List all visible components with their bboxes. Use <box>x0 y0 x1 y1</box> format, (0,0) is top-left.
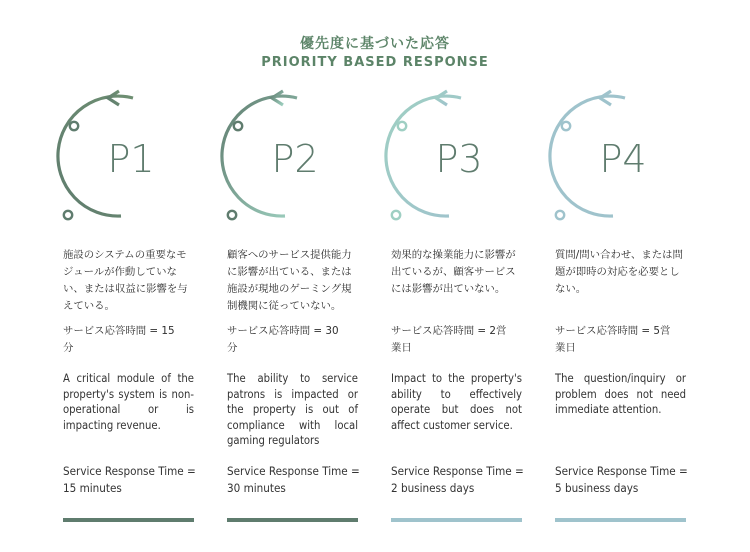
description-english: The ability to service patrons is impacted or the property is out of compliance with local gaming regulators <box>227 372 358 447</box>
priority-label: P4 <box>599 137 647 181</box>
priority-bar <box>555 518 686 522</box>
description-japanese: 施設のシステムの重要なモジュールが作動していない、または収益に影響を与えている。 <box>63 249 188 312</box>
cycle-arrow-icon <box>555 90 695 225</box>
description-english: Impact to the property's ability to effectively operate but does not affect customer service. <box>391 372 522 432</box>
description-english: The question/inquiry or problem does not need immediate attention. <box>555 372 686 416</box>
response-time-english: Service Response Time = 30 minutes <box>227 464 360 495</box>
priority-bar <box>391 518 522 522</box>
response-time-english: Service Response Time = 2 business days <box>391 464 524 495</box>
response-time-japanese: サービス応答時間 = 15分 <box>63 325 175 354</box>
priority-label: P1 <box>107 137 155 181</box>
description-japanese: 顧客へのサービス提供能力に影響が出ている、または施設が現地のゲーミング規制機関に従っていない。 <box>227 249 352 312</box>
title-english: PRIORITY BASED RESPONSE <box>261 55 489 70</box>
response-time-japanese: サービス応答時間 = 30分 <box>227 325 339 354</box>
response-time-english: Service Response Time = 5 business days <box>555 464 688 495</box>
cycle-arrow-icon-p4 <box>555 90 695 225</box>
description-english: A critical module of the property's system is non-operational or is impacting revenue. <box>63 372 194 432</box>
priority-column-p3 <box>391 0 531 552</box>
priority-label: P2 <box>271 137 319 181</box>
title-japanese: 優先度に基づいた応答 <box>300 36 450 52</box>
cycle-arrow-icon <box>227 90 367 225</box>
cycle-arrow-icon-p3 <box>391 90 531 225</box>
response-time-japanese: サービス応答時間 = 2営業日 <box>391 325 507 354</box>
description-japanese: 質問/問い合わせ、または問題が即時の対応を必要としない。 <box>555 249 683 295</box>
priority-bar <box>63 518 194 522</box>
priority-label: P3 <box>435 137 483 181</box>
priority-column-p1 <box>63 0 203 552</box>
priority-bar <box>227 518 358 522</box>
priority-column-p4 <box>555 0 695 552</box>
response-time-english: Service Response Time = 15 minutes <box>63 464 196 495</box>
cycle-arrow-icon <box>391 90 531 225</box>
cycle-arrow-icon-p2 <box>227 90 367 225</box>
cycle-arrow-icon <box>63 90 203 225</box>
description-japanese: 効果的な操業能力に影響が出ているが、顧客サービスには影響が出ていない。 <box>391 249 516 295</box>
priority-column-p2 <box>227 0 367 552</box>
response-time-japanese: サービス応答時間 = 5営業日 <box>555 325 671 354</box>
cycle-arrow-icon-p1 <box>63 90 203 225</box>
